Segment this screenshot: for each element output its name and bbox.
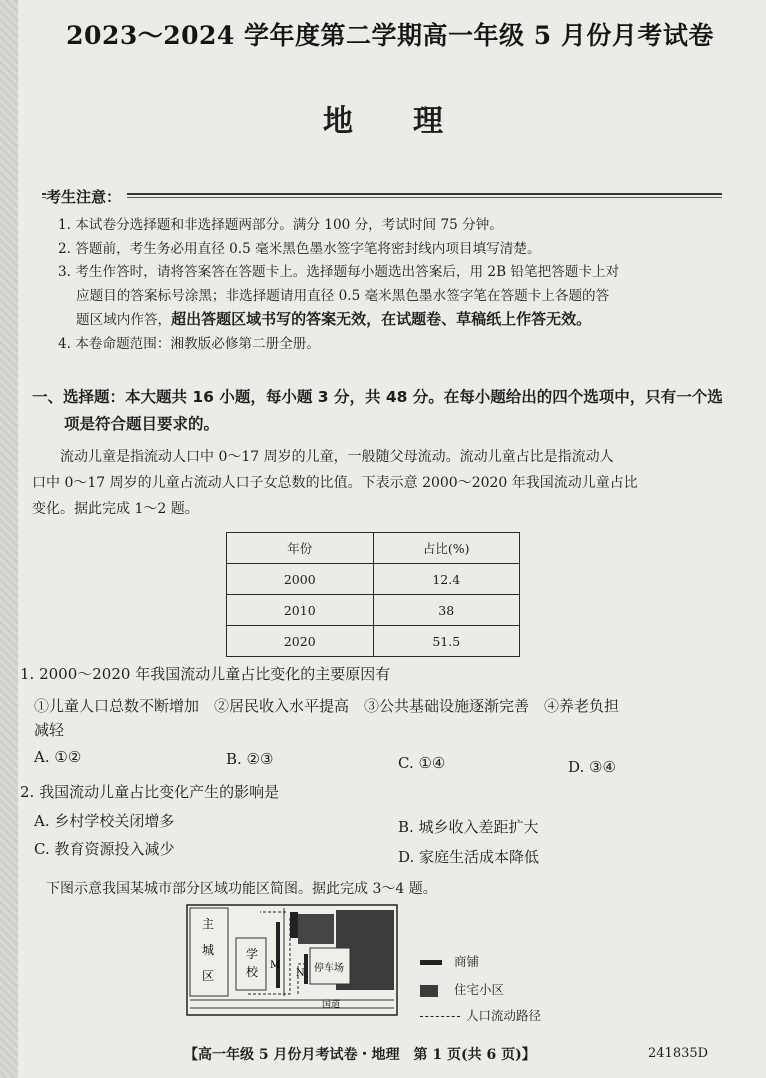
notice-list xyxy=(58,214,730,356)
notice-item-2: 2. 答题前，考生务必用直径 0.5 毫米黑色墨水签字笔将密封线内项目填写清楚。 xyxy=(58,240,541,257)
section-1-line-1: 一、选择题：本大题共 16 小题，每小题 3 分，共 48 分。在每小题给出的四个选项中，只有一个选 xyxy=(32,388,723,406)
question-1-choices-cont: 减轻 xyxy=(34,721,65,739)
notice-item-3-emphasis: 超出答题区域书写的答案无效，在试题卷、草稿纸上作答无效。 xyxy=(171,310,592,328)
table-cell-year: 2020 xyxy=(227,626,374,657)
map-label-parking: 停车场 xyxy=(314,963,344,974)
question-1-choices: ①儿童人口总数不断增加 ②居民收入水平提高 ③公共基础设施逐渐完善 ④养老负担 xyxy=(34,697,620,715)
question-1-option-a: A. ①② xyxy=(34,748,82,766)
subject-title: 地理 xyxy=(323,104,503,139)
page-footer: 【高一年级 5 月份月考试卷・地理 第 1 页(共 6 页)】 xyxy=(184,1047,536,1063)
table-row xyxy=(227,626,520,657)
question-2-stem: 2. 我国流动儿童占比变化产生的影响是 xyxy=(20,783,280,801)
passage-1-line-2: 口中 0～17 周岁的儿童占流动人口子女总数的比值。下表示意 2000～2020 年我国流动儿童占比 xyxy=(32,475,638,491)
notice-item-3: 3. 考生作答时，请将答案答在答题卡上。选择题每小题选出答案后，用 2B 铅笔把答题卡上对 xyxy=(58,264,620,280)
map-label-n: N xyxy=(296,968,305,979)
shop-strip xyxy=(276,922,280,988)
table-header-year: 年份 xyxy=(227,533,374,564)
map-label-main-3: 区 xyxy=(202,969,215,983)
question-2-option-a: A. 乡村学校关闭增多 xyxy=(34,812,175,830)
legend-flow-label: 人口流动路径 xyxy=(466,1008,542,1023)
map-label-main-2: 城 xyxy=(202,943,215,957)
passage-2-caption: 下图示意我国某城市部分区域功能区简图。据此完成 3～4 题。 xyxy=(46,881,437,897)
question-2-option-d: D. 家庭生活成本降低 xyxy=(398,848,540,866)
passage-1 xyxy=(32,444,732,522)
notice-item-4: 4. 本卷命题范围：湘教版必修第二册全册。 xyxy=(58,335,320,352)
binding-strip xyxy=(0,0,18,1078)
flow-route-swatch xyxy=(420,1016,460,1017)
legend-row-shop xyxy=(420,952,479,970)
question-1-option-c: C. ①④ xyxy=(398,754,446,772)
table-cell-ratio: 38 xyxy=(373,595,520,626)
notice-title: 考生注意： xyxy=(46,186,127,207)
paper-code: 241835D xyxy=(648,1046,709,1061)
section-1-line-2: 项是符合题目要求的。 xyxy=(64,415,220,433)
residential-block xyxy=(298,914,334,944)
table-cell-ratio: 51.5 xyxy=(373,626,520,657)
functional-zone-map xyxy=(186,904,398,1016)
residential-swatch xyxy=(420,985,438,997)
child-ratio-table xyxy=(226,532,520,657)
passage-1-line-1: 流动儿童是指流动人口中 0～17 周岁的儿童，一般随父母流动。流动儿童占比是指流动人 xyxy=(60,449,614,465)
legend-residential-label: 住宅小区 xyxy=(454,982,505,997)
shop-block xyxy=(290,912,298,938)
question-2-option-b: B. 城乡收入差距扩大 xyxy=(398,818,539,836)
map-label-road: 国道 xyxy=(322,1000,341,1010)
table-header-ratio: 占比(%) xyxy=(373,533,520,564)
map-label-main-1: 主 xyxy=(202,917,215,931)
section-1-heading xyxy=(32,384,732,438)
header-rule-thin xyxy=(42,197,722,198)
legend-shop-label: 商铺 xyxy=(454,954,480,969)
table-cell-ratio: 12.4 xyxy=(373,564,520,595)
table-cell-year: 2000 xyxy=(227,564,374,595)
map-label-m: M xyxy=(270,960,281,971)
passage-1-line-3: 变化。据此完成 1～2 题。 xyxy=(32,501,199,517)
notice-item-1: 1. 本试卷分选择题和非选择题两部分。满分 100 分，考试时间 75 分钟。 xyxy=(58,217,503,233)
table-row xyxy=(227,564,520,595)
question-1-option-b: B. ②③ xyxy=(226,750,274,768)
table-header-row xyxy=(227,533,520,564)
map-label-school-1: 学 xyxy=(246,947,259,961)
notice-item-3-text: 题区域内作答， xyxy=(76,312,172,328)
exam-title: 2023～2024 学年度第二学期高一年级 5 月份月考试卷 xyxy=(66,21,714,50)
question-1-stem: 1. 2000～2020 年我国流动儿童占比变化的主要原因有 xyxy=(20,665,391,683)
notice-item-3-end xyxy=(58,308,730,333)
legend-row-residential xyxy=(420,980,504,998)
question-1-option-d: D. ③④ xyxy=(568,758,616,776)
table-cell-year: 2010 xyxy=(227,595,374,626)
legend-row-flow xyxy=(420,1006,541,1024)
table-row xyxy=(227,595,520,626)
shop-swatch xyxy=(420,960,442,965)
question-2-option-c: C. 教育资源投入减少 xyxy=(34,840,175,858)
notice-item-3-cont: 应题目的答案标号涂黑；非选择题请用直径 0.5 毫米黑色墨水签字笔在答题卡上各题的答 xyxy=(76,287,610,304)
header-rule xyxy=(42,193,722,195)
map-label-school-2: 校 xyxy=(246,965,259,979)
